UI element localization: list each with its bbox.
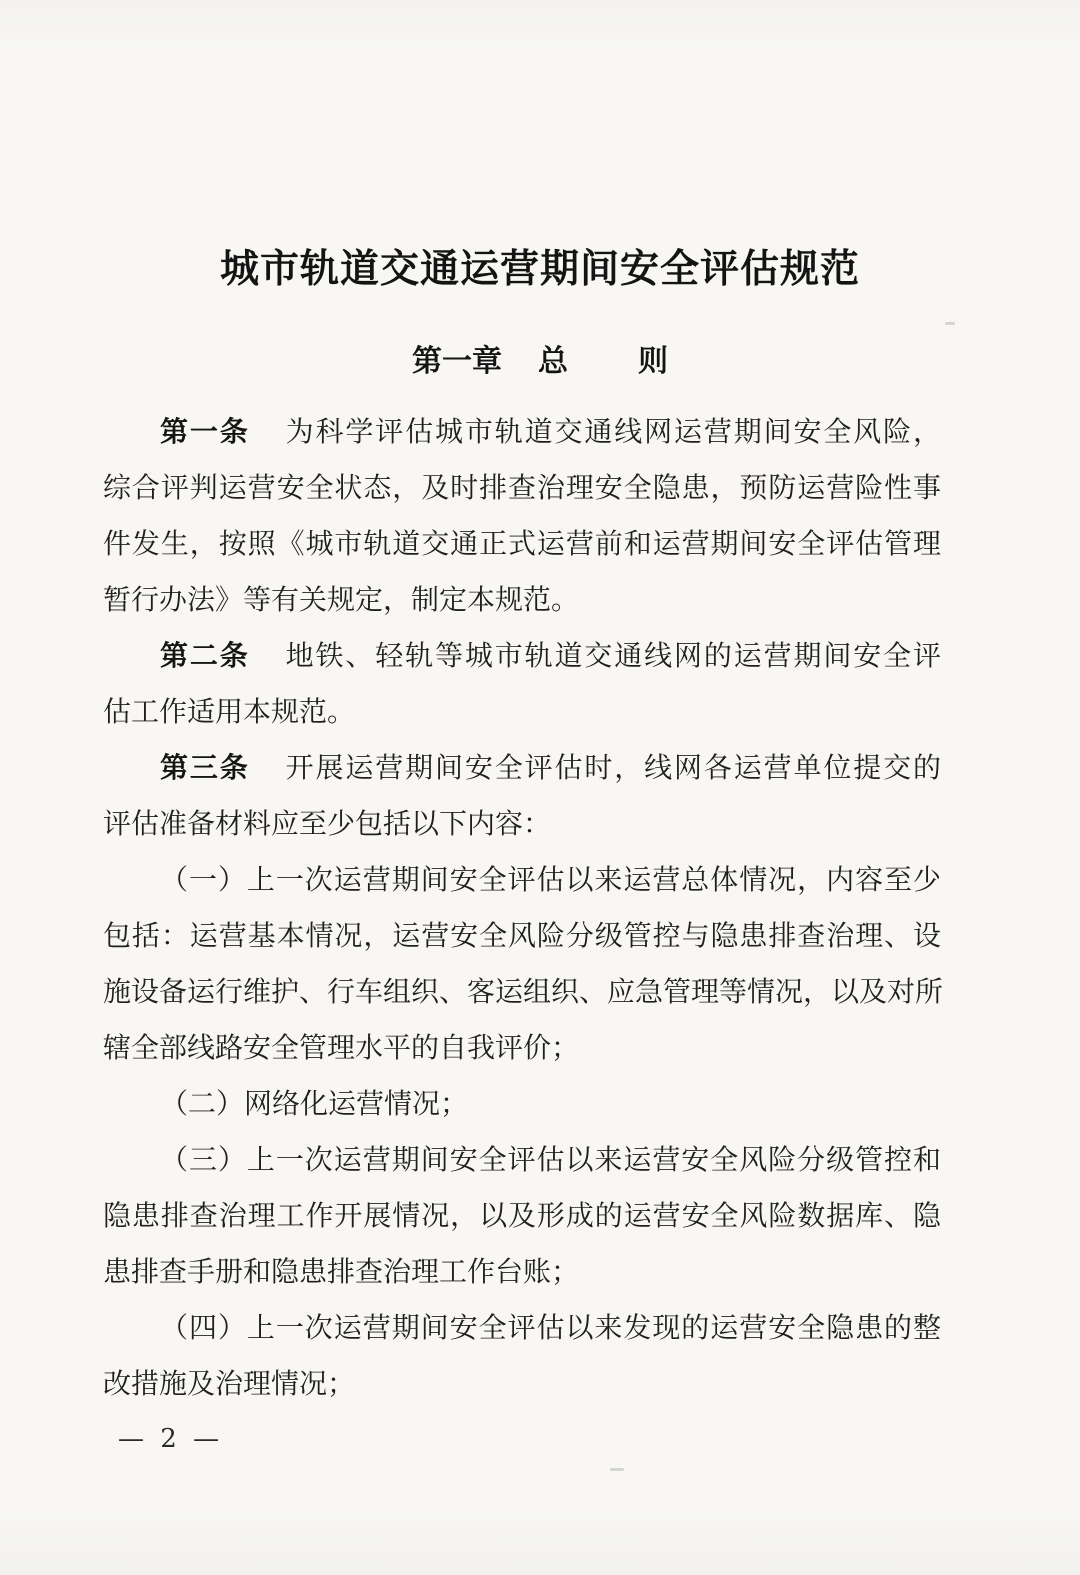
article-2-line-2: 估工作适用本规范。 bbox=[103, 695, 356, 728]
article-3-line-1 bbox=[160, 746, 941, 790]
article-3-label: 第三条 bbox=[160, 751, 250, 784]
article-3-text: 开展运营期间安全评估时，线网各运营单位提交的 bbox=[285, 751, 941, 784]
article-1-line-4: 暂行办法》等有关规定，制定本规范。 bbox=[103, 583, 580, 616]
chapter-heading bbox=[0, 336, 1080, 380]
item-1-line-2: 包括：运营基本情况，运营安全风险分级管控与隐患排查治理、设 bbox=[103, 919, 941, 952]
item-2-line-1: （二）网络化运营情况； bbox=[160, 1087, 469, 1120]
article-1-label: 第一条 bbox=[160, 415, 250, 448]
item-1-line-1: （一）上一次运营期间安全评估以来运营总体情况，内容至少 bbox=[160, 863, 941, 896]
item-3-line-1: （三）上一次运营期间安全评估以来运营安全风险分级管控和 bbox=[160, 1143, 941, 1176]
item-1-line-4: 辖全部线路安全管理水平的自我评价； bbox=[103, 1031, 580, 1064]
item-4-line-1: （四）上一次运营期间安全评估以来发现的运营安全隐患的整 bbox=[160, 1311, 941, 1344]
item-3-line-3: 患排查手册和隐患排查治理工作台账； bbox=[103, 1255, 580, 1288]
item-4-line-2: 改措施及治理情况； bbox=[103, 1367, 356, 1400]
article-2-label: 第二条 bbox=[160, 639, 250, 672]
chapter-word-1: 总 bbox=[538, 344, 568, 379]
article-2-line-1 bbox=[160, 634, 941, 678]
document-title: 城市轨道交通运营期间安全评估规范 bbox=[219, 246, 860, 292]
article-3-line-2: 评估准备材料应至少包括以下内容： bbox=[103, 807, 552, 840]
article-1-line-2: 综合评判运营安全状态，及时排查治理安全隐患，预防运营险性事 bbox=[103, 471, 941, 504]
page-number: — 2 — bbox=[118, 1424, 224, 1454]
chapter-label: 第一章 bbox=[412, 344, 502, 379]
scan-speck bbox=[610, 1468, 624, 1471]
article-2-text: 地铁、轻轨等城市轨道交通线网的运营期间安全评 bbox=[285, 639, 941, 672]
item-1-line-3: 施设备运行维护、行车组织、客运组织、应急管理等情况，以及对所 bbox=[103, 975, 944, 1008]
article-1-line-1 bbox=[160, 410, 941, 454]
chapter-word-2: 则 bbox=[638, 344, 668, 379]
scan-speck bbox=[945, 322, 955, 325]
item-3-line-2: 隐患排查治理工作开展情况，以及形成的运营安全风险数据库、隐 bbox=[103, 1199, 941, 1232]
article-1-text: 为科学评估城市轨道交通线网运营期间安全风险， bbox=[285, 415, 941, 448]
article-1-line-3: 件发生，按照《城市轨道交通正式运营前和运营期间安全评估管理 bbox=[103, 527, 941, 560]
